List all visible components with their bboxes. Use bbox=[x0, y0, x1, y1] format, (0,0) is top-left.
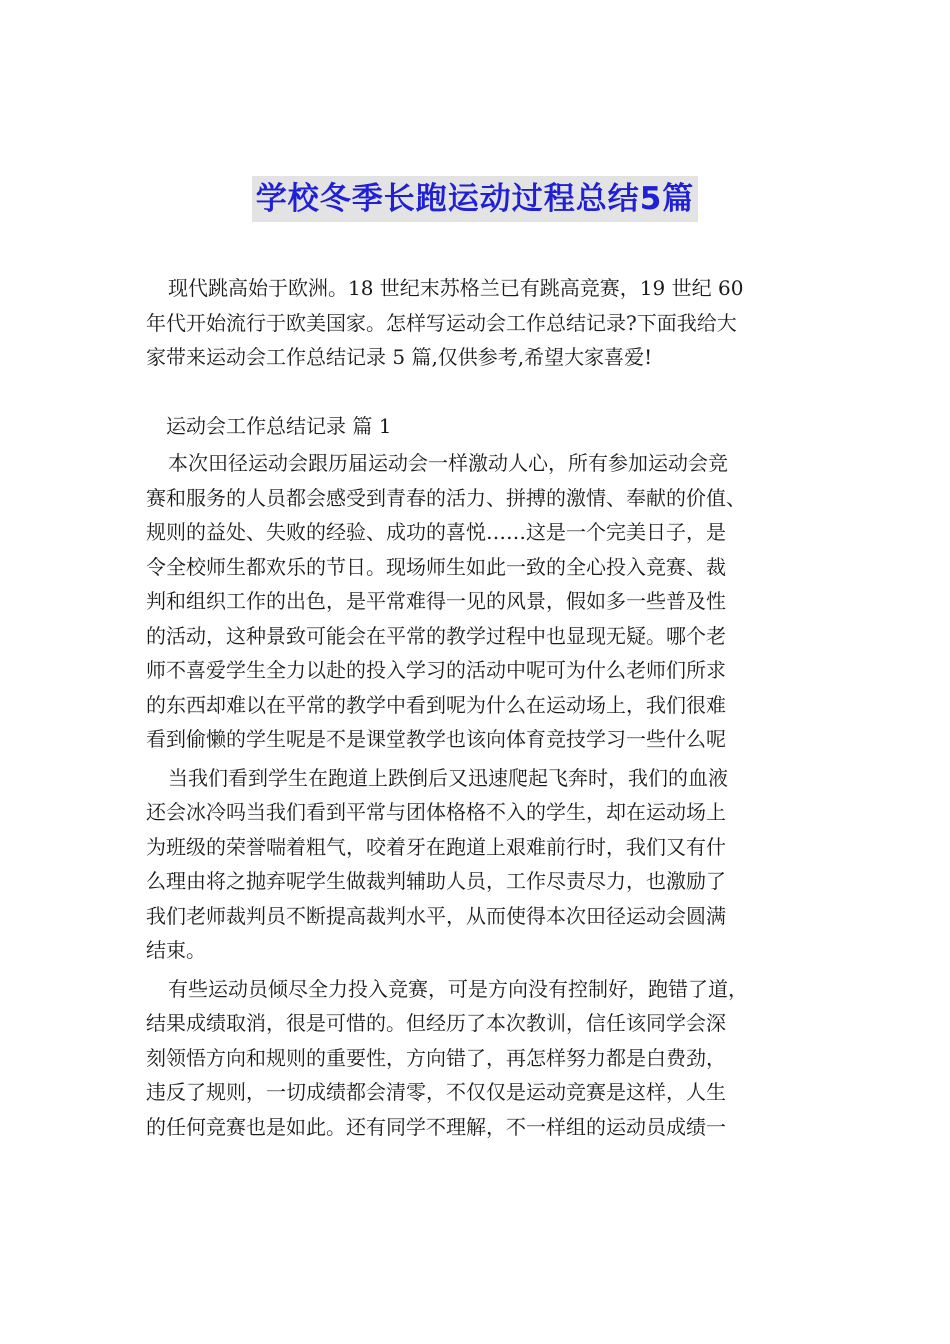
body-paragraph: 有些运动员倾尽全力投入竞赛，可是方向没有控制好，跑错了道， 结果成绩取消，很是可惜的。但经历了本次教训，信任该同学会深 刻领悟方向和规则的重要性，方向错了，再怎样努力都是白费劲， 违反了规则，一切成绩都会清零，不仅仅是运动竞赛是这样，人生 的任何竞赛也是如此。还有同学不理解，不一样组的运动员成绩一 bbox=[146, 976, 748, 1139]
body-paragraph: 本次田径运动会跟历届运动会一样激动人心，所有参加运动会竞 赛和服务的人员都会感受到青春的活力、拼搏的激情、奉献的价值、 规则的益处、失败的经验、成功的喜悦……这是一个完美日子，是 令全校师生都欢乐的节日。现场师生如此一致的全心投入竞赛、裁 判和组织工作的出色，是平常难得一见的风景，假如多一些普及性 的活动，这种景致可能会在平常的教学过程中也显现无疑。哪个老 师不喜爱学生全力以赴的投入学习的活动中呢可为什么老师们所求 的东西却难以在平常的教学中看到呢为什么在运动场上，我们很难 看到偷懒的学生呢是不是课堂教学也该向体育竞技学习一些什么呢 bbox=[146, 451, 746, 751]
title-row bbox=[0, 176, 950, 222]
intro-paragraph: 现代跳高始于欧洲。18 世纪末苏格兰已有跳高竞赛，19 世纪 60 年代开始流行于欧美国家。怎样写运动会工作总结记录?下面我给大 家带来运动会工作总结记录 5 篇,仅供参考,希望大家喜爱! bbox=[146, 276, 744, 369]
section-heading: 运动会工作总结记录 篇 1 bbox=[166, 413, 392, 438]
body-paragraph: 当我们看到学生在跑道上跌倒后又迅速爬起飞奔时，我们的血液 还会冰冷吗当我们看到平常与团体格格不入的学生，却在运动场上 为班级的荣誉喘着粗气，咬着牙在跑道上艰难前行时，我们又有什 么理由将之抛弃呢学生做裁判辅助人员，工作尽责尽力，也激励了 我们老师裁判员不断提高裁判水平，从而使得本次田径运动会圆满 结束。 bbox=[146, 765, 728, 962]
document-body bbox=[146, 271, 822, 1144]
document-title: 学校冬季长跑运动过程总结5篇 bbox=[252, 176, 699, 222]
